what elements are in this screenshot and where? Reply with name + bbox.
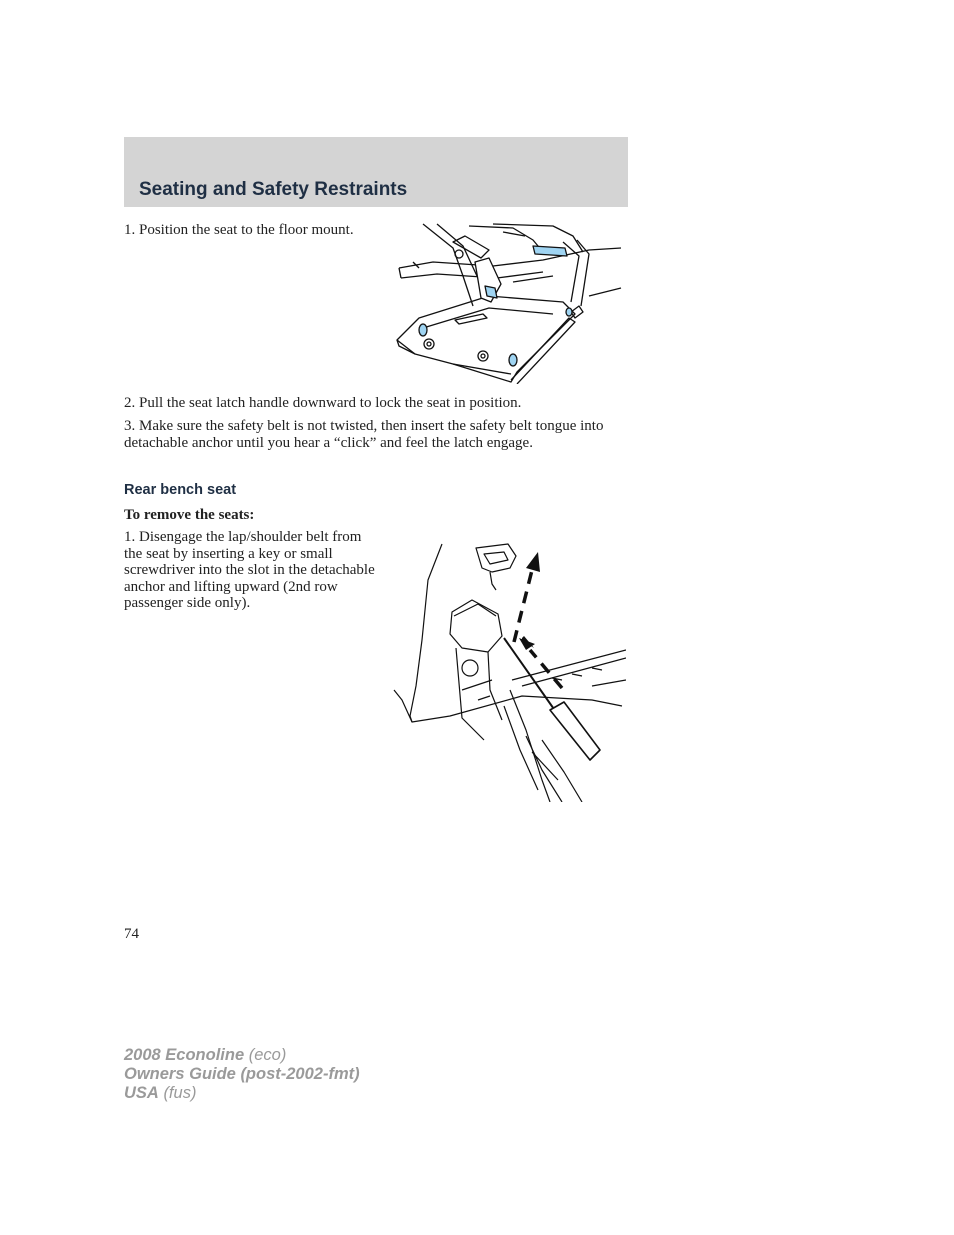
footer-guide: Owners Guide (post-2002-fmt) (124, 1065, 360, 1083)
screwdriver-anchor-illustration (392, 540, 626, 802)
step-2-text: 2. Pull the seat latch handle downward to lock the seat in position. (124, 395, 522, 411)
footer-model-code: (eco) (248, 1046, 287, 1064)
footer-model: 2008 Econoline (124, 1046, 245, 1064)
footer-line-3 (124, 1084, 360, 1103)
remove-seats-subheading: To remove the seats: (124, 507, 255, 523)
footer-line-2 (124, 1065, 360, 1084)
footer-market: USA (124, 1084, 159, 1102)
footer-market-code: (fus) (163, 1084, 197, 1102)
rear-step-1-text: 1. Disengage the lap/shoulder belt from the seat by inserting a key or small screwdriver into the slot in the detachable anchor and lifting upward (2nd row passenger side only). (124, 529, 375, 611)
step-1-text: 1. Position the seat to the floor mount. (124, 222, 354, 238)
section-title: Seating and Safety Restraints (139, 179, 408, 200)
footer-line-1 (124, 1046, 360, 1065)
page-number: 74 (124, 926, 139, 942)
document-footer (124, 1046, 360, 1103)
rear-bench-seat-heading: Rear bench seat (124, 482, 237, 498)
section-header-band (124, 137, 628, 207)
step-3-text: 3. Make sure the safety belt is not twisted, then insert the safety belt tongue into detachable anchor until you hear a “click” and feel the latch engage. (124, 418, 604, 451)
seat-floor-mount-illustration (393, 222, 623, 384)
